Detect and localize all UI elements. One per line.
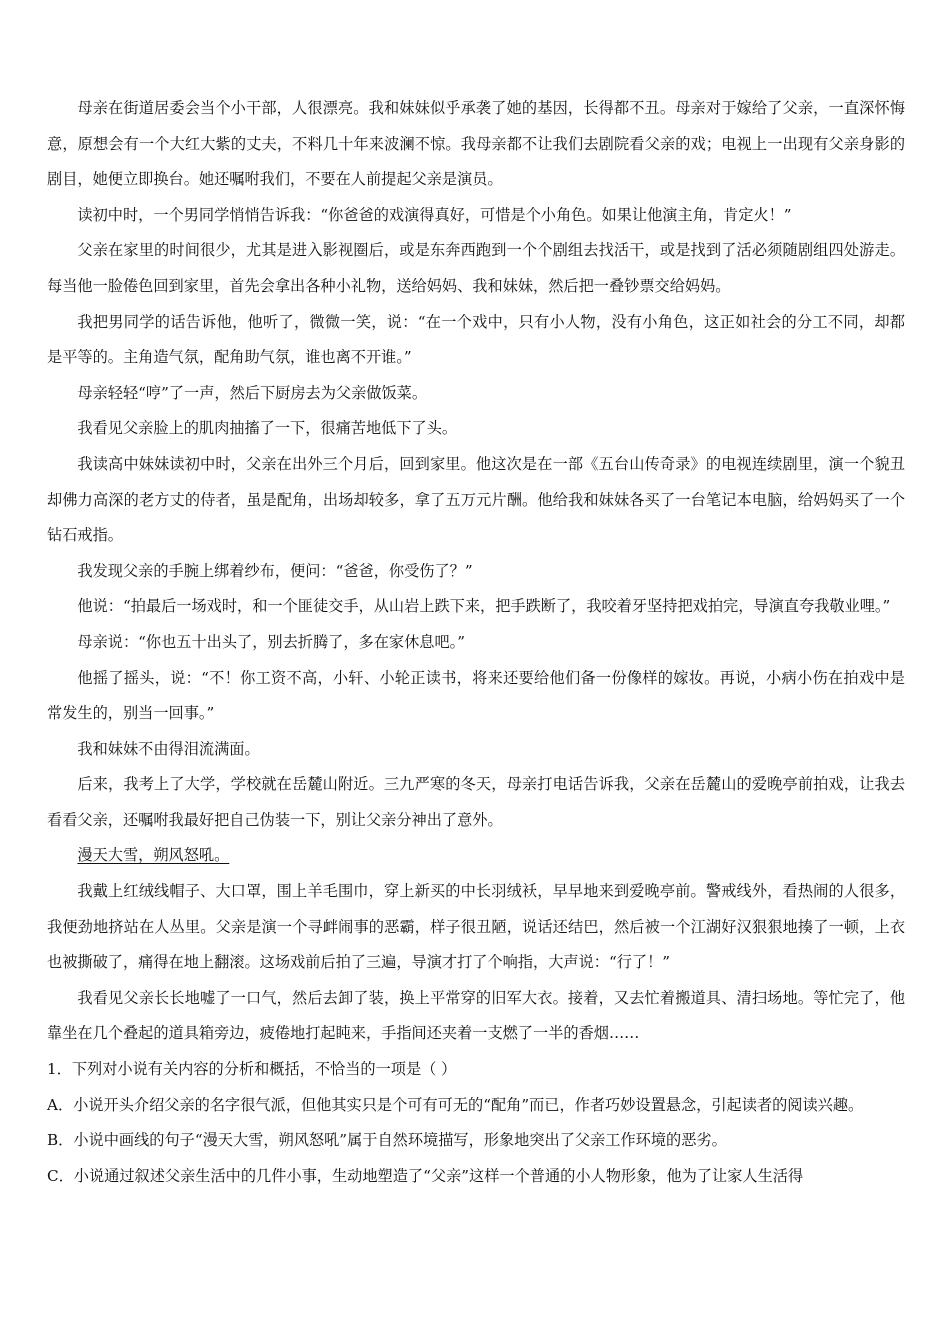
story-paragraph: 读初中时，一个男同学悄悄告诉我：“你爸爸的戏演得真好，可惜是个小角色。如果让他演主角，肯定火！” <box>77 205 792 224</box>
story-paragraph: 我和妹妹不由得泪流满面。 <box>77 739 260 758</box>
question-stem: 1．下列对小说有关内容的分析和概括，不恰当的一项是（ ） <box>47 1060 457 1079</box>
story-paragraph: 他说：“拍最后一场戏时，和一个匪徒交手，从山岩上跌下来，把手跌断了，我咬着牙坚持把戏拍完，导演直夸我敬业哩。” <box>77 597 891 616</box>
option-a: A．小说开头介绍父亲的名字很气派，但他其实只是个可有可无的“配角”而已，作者巧妙设置悬念，引起读者的阅读兴趣。 <box>47 1095 864 1114</box>
story-paragraph: 我读高中妹妹读初中时，父亲在出外三个月后，回到家里。他这次是在一部《五台山传奇录》的电视连续剧里，演一个貌丑却佛力高深的老方丈的侍者，虽是配角，出场却较多，拿了五万元片酬。他给我和妹妹各买了一台笔记本电脑，给妈妈买了一个钻石戒指。 <box>47 454 905 545</box>
story-paragraph: 我发现父亲的手腕上绑着纱布，便问：“爸爸，你受伤了？” <box>77 561 473 580</box>
story-paragraph: 我看见父亲脸上的肌肉抽搐了一下，很痛苦地低下了头。 <box>77 419 458 438</box>
story-paragraph: 母亲轻轻“哼”了一声，然后下厨房去为父亲做饭菜。 <box>77 383 428 402</box>
option-b: B．小说中画线的句子“漫天大雪，朔风怒吼”属于自然环境描写，形象地突出了父亲工作环境的恶劣。 <box>47 1131 727 1150</box>
underlined-sentence: 漫天大雪，朔风怒吼。 <box>77 846 230 865</box>
story-paragraph: 父亲在家里的时间很少，尤其是进入影视圈后，或是东奔西跑到一个个剧组去找活干，或是找到了活必须随剧组四处游走。每当他一脸倦色回到家里，首先会拿出各种小礼物，送给妈妈、我和妹妹，然后把一叠钞票交给妈妈。 <box>47 241 905 295</box>
story-paragraph: 我戴上红绒线帽子、大口罩，围上羊毛围巾，穿上新买的中长羽绒袄，早早地来到爱晚亭前。警戒线外，看热闹的人很多，我便劲地挤站在人丛里。父亲是演一个寻衅闹事的恶霸，样子很丑陋，说话还结巴，然后被一个江湖好汉狠狠地揍了一顿，上衣也被撕破了，痛得在地上翻滚。这场戏前后拍了三遍，导演才打了个响指，大声说：“行了！” <box>47 882 905 972</box>
story-paragraph: 他摇了摇头，说：“不！你工资不高，小轩、小轮正读书，将来还要给他们备一份像样的嫁妆。再说，小病小伤在拍戏中是常发生的，别当一回事。” <box>47 668 905 723</box>
story-paragraph: 母亲在街道居委会当个小干部，人很漂亮。我和妹妹似乎承袭了她的基因，长得都不丑。母亲对于嫁给了父亲，一直深怀悔意，原想会有一个大红大紫的丈夫，不料几十年来波澜不惊。我母亲都不让我们去剧院看父亲的戏；电视上一出现有父亲身影的剧目，她便立即换台。她还嘱咐我们，不要在人前提起父亲是演员。 <box>47 99 905 189</box>
underlined-sentence-paragraph <box>47 838 905 874</box>
option-c: C．小说通过叙述父亲生活中的几件小事，生动地塑造了“父亲”这样一个普通的小人物形象，他为了让家人生活得 <box>47 1166 804 1185</box>
story-paragraph: 我把男同学的话告诉他，他听了，微微一笑，说：“在一个戏中，只有小人物，没有小角色，这正如社会的分工不同，却都是平等的。主角造气氛，配角助气氛，谁也离不开谁。” <box>47 312 905 367</box>
story-paragraph: 我看见父亲长长地嘘了一口气，然后去卸了装，换上平常穿的旧军大衣。接着，又去忙着搬道具、清扫场地。等忙完了，他靠坐在几个叠起的道具箱旁边，疲倦地打起盹来，手指间还夹着一支燃了一半的香烟…… <box>47 988 905 1043</box>
exam-page <box>47 91 905 1194</box>
story-paragraph: 母亲说：“你也五十出头了，别去折腾了，多在家休息吧。” <box>77 632 466 651</box>
story-paragraph: 后来，我考上了大学，学校就在岳麓山附近。三九严寒的冬天，母亲打电话告诉我，父亲在岳麓山的爱晚亭前拍戏，让我去看看父亲，还嘱咐我最好把自己伪装一下，别让父亲分神出了意外。 <box>47 775 905 829</box>
